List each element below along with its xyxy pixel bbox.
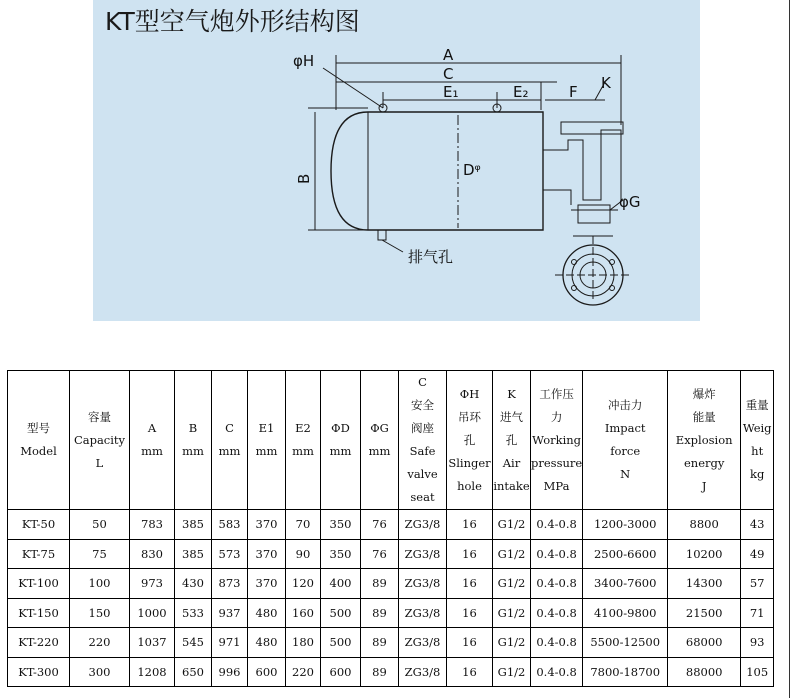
table-cell: 49 [741,539,774,569]
column-header-line: K [507,386,516,401]
table-cell: KT-75 [8,539,70,569]
column-header-line: 爆炸 [692,386,716,401]
table-cell: 650 [175,657,212,687]
table-cell: 16 [447,510,493,540]
label-k: K [601,74,611,92]
table-cell: 160 [286,598,321,628]
table-cell: 500 [321,628,361,658]
table-cell: 70 [286,510,321,540]
label-phi-g: φG [619,193,641,211]
table-row [8,657,774,687]
column-header [248,371,286,510]
table-cell: ZG3/8 [399,598,447,628]
table-cell: 573 [212,539,248,569]
table-cell: 88000 [668,657,741,687]
column-header-line: 安全 [411,398,434,412]
table-cell: 57 [741,569,774,599]
column-header-line: mm [292,444,314,458]
column-header-line: Air [502,455,521,470]
column-header-line: Model [20,444,57,458]
column-header [361,371,399,510]
table-cell: 8800 [668,510,741,540]
tank-body [331,112,543,230]
column-header-line: 型号 [27,421,50,435]
table-cell: 120 [286,569,321,599]
column-header-line: 能量 [692,409,716,424]
column-header-line: Slinger [448,455,491,470]
column-header-line: 阀座 [411,421,434,435]
table-cell: 430 [175,569,212,599]
table-header-row [8,371,774,510]
column-header-line: Impact [604,421,646,435]
table-cell: G1/2 [493,569,531,599]
column-header-line: 工作压 [539,386,574,401]
table-cell: KT-100 [8,569,70,599]
label-a: A [443,46,454,64]
table-cell: 545 [175,628,212,658]
column-header-line: C [225,421,234,435]
table-cell: G1/2 [493,628,531,658]
column-header [583,371,668,510]
table-row [8,510,774,540]
table-cell: KT-50 [8,510,70,540]
column-header [493,371,531,510]
table-cell: 0.4-0.8 [531,628,583,658]
table-cell: 43 [741,510,774,540]
table-cell: 50 [70,510,130,540]
table-cell: 385 [175,539,212,569]
table-cell: 16 [447,657,493,687]
table-cell: 873 [212,569,248,599]
table-cell: 370 [248,510,286,540]
table-cell: 1000 [130,598,175,628]
table-cell: 1208 [130,657,175,687]
column-header-line: 吊环 [458,409,481,424]
column-header-line: kg [750,467,765,481]
table-cell: KT-220 [8,628,70,658]
table-cell: ZG3/8 [399,628,447,658]
table-cell: 783 [130,510,175,540]
table-cell: 600 [248,657,286,687]
column-header [212,371,248,510]
column-header-line: 孔 [463,432,476,447]
table-cell: 14300 [668,569,741,599]
table-cell: 105 [741,657,774,687]
table-cell: 0.4-0.8 [531,598,583,628]
label-e2: E₂ [513,83,529,101]
label-f: F [569,83,578,101]
table-row [8,628,774,658]
column-header-line: 进气 [500,409,523,424]
table-cell: 16 [447,539,493,569]
column-header-line: pressure [531,455,583,470]
table-cell: KT-300 [8,657,70,687]
column-header [531,371,583,510]
column-header-line: C [418,375,427,389]
column-header-line: intake [493,478,530,493]
table-cell: 996 [212,657,248,687]
column-header-line: J [701,478,707,493]
table-cell: 0.4-0.8 [531,510,583,540]
table-row [8,569,774,599]
column-header-line: Weig [742,421,772,435]
column-header-line: energy [684,455,725,470]
table-cell: 16 [447,598,493,628]
table-cell: 76 [361,510,399,540]
label-d: Dᵠ [463,161,481,179]
table-cell: 400 [321,569,361,599]
table-cell: 16 [447,569,493,599]
table-cell: 937 [212,598,248,628]
table-cell: 350 [321,539,361,569]
column-header-line: hole [457,478,482,493]
structure-drawing-panel [93,0,700,321]
column-header-line: Explosion [675,432,733,447]
column-header-line: mm [255,444,278,458]
column-header-line: 孔 [505,432,518,447]
table-cell: 220 [286,657,321,687]
table-cell: 100 [70,569,130,599]
table-cell: 973 [130,569,175,599]
table-cell: 5500-12500 [583,628,668,658]
column-header-line: Capacity [73,432,126,447]
column-header [321,371,361,510]
table-cell: 90 [286,539,321,569]
table-cell: ZG3/8 [399,657,447,687]
label-e1: E₁ [443,83,459,101]
table-cell: 480 [248,628,286,658]
column-header [175,371,212,510]
label-vent-hole: 排气孔 [408,248,454,266]
table-cell: 89 [361,628,399,658]
specification-table [7,370,774,687]
table-cell: 4100-9800 [583,598,668,628]
outlet-flange [578,205,610,223]
table-cell: 500 [321,598,361,628]
table-cell: ZG3/8 [399,539,447,569]
table-cell: ZG3/8 [399,569,447,599]
column-header-line: E1 [258,421,275,435]
table-cell: 533 [175,598,212,628]
table-cell: ZG3/8 [399,510,447,540]
column-header-line: L [95,455,104,470]
column-header-line: ΦG [370,421,389,435]
table-cell: 150 [70,598,130,628]
column-header-line: B [188,421,198,435]
column-header-line: mm [141,444,163,458]
column-header-line: force [610,444,641,458]
table-cell: 300 [70,657,130,687]
column-header [447,371,493,510]
table-cell: 21500 [668,598,741,628]
table-cell: 971 [212,628,248,658]
table-cell: 600 [321,657,361,687]
column-header-line: Safe [409,444,436,458]
column-header-line: ht [751,444,764,458]
table-cell: 0.4-0.8 [531,569,583,599]
table-cell: 3400-7600 [583,569,668,599]
column-header [8,371,70,510]
column-header [741,371,774,510]
table-cell: 350 [321,510,361,540]
air-cannon-diagram [93,0,700,321]
table-cell: 75 [70,539,130,569]
column-header-line: mm [368,444,391,458]
column-header-line: N [620,467,631,481]
column-header-line: mm [329,444,352,458]
column-header-line: ΦH [459,386,480,401]
table-cell: G1/2 [493,598,531,628]
table-cell: 68000 [668,628,741,658]
table-cell: 220 [70,628,130,658]
label-c: C [443,65,454,83]
table-cell: G1/2 [493,510,531,540]
column-header [286,371,321,510]
table-row [8,539,774,569]
column-header-line: mm [218,444,241,458]
table-cell: 480 [248,598,286,628]
table-cell: 830 [130,539,175,569]
table-cell: 7800-18700 [583,657,668,687]
table-cell: 2500-6600 [583,539,668,569]
table-cell: 0.4-0.8 [531,539,583,569]
column-header-line: MPa [543,478,570,493]
column-header-line: valve [407,467,438,481]
table-cell: 180 [286,628,321,658]
column-header [668,371,741,510]
table-cell: 71 [741,598,774,628]
column-header-line: ΦD [331,421,350,435]
table-row [8,598,774,628]
column-header [70,371,130,510]
drawing-title: KT型空气炮外形结构图 [105,7,360,36]
table-cell: 385 [175,510,212,540]
column-header [399,371,447,510]
column-header-line: E2 [295,421,311,435]
table-cell: 370 [248,569,286,599]
table-cell: 89 [361,598,399,628]
table-cell: 89 [361,657,399,687]
column-header-line: 冲击力 [607,398,643,412]
column-header-line: mm [182,444,204,458]
table-cell: G1/2 [493,657,531,687]
label-phi-h: φH [293,52,315,70]
column-header [130,371,175,510]
column-header-line: 容量 [88,409,111,424]
table-cell: KT-150 [8,598,70,628]
table-cell: 10200 [668,539,741,569]
table-cell: 93 [741,628,774,658]
column-header-line: 重量 [745,398,769,412]
table-cell: 1037 [130,628,175,658]
table-cell: 89 [361,569,399,599]
column-header-line: Working [532,432,582,447]
table-cell: 16 [447,628,493,658]
table-cell: G1/2 [493,539,531,569]
table-cell: 76 [361,539,399,569]
table-cell: 0.4-0.8 [531,657,583,687]
column-header-line: 力 [550,409,563,424]
table-cell: 1200-3000 [583,510,668,540]
intake-flange [561,122,623,134]
column-header-line: A [147,421,157,435]
label-b: B [295,173,313,184]
table-cell: 583 [212,510,248,540]
table-cell: 370 [248,539,286,569]
column-header-line: seat [410,490,435,504]
